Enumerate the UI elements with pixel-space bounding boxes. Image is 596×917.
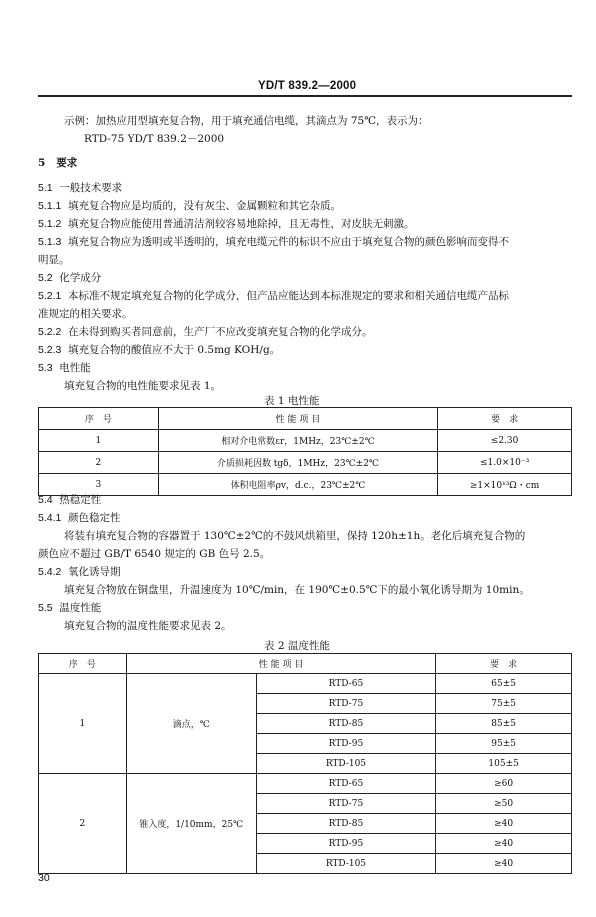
section-number: 5.4.1: [38, 512, 62, 524]
section-number: 5.2: [38, 272, 53, 284]
standard-header: YD/T 839.2—2000: [258, 80, 357, 92]
clause-5-2-1-continued: 准规定的相关要求。: [38, 308, 133, 320]
section-5-heading: [38, 156, 77, 170]
table-cell: RTD-95: [256, 834, 436, 854]
clause-text: 在未得到购买者同意前，生产厂不应改变填充复合物的化学成分。: [68, 326, 373, 338]
table-cell: RTD-75: [256, 794, 436, 814]
table-cell: 体积电阻率ρv，d.c.，23℃±2℃: [158, 474, 437, 496]
section-number: 5.3: [38, 362, 53, 374]
column-header: 要 求: [438, 408, 572, 430]
table-cell: ≥40: [436, 854, 572, 874]
table-cell: 95±5: [436, 734, 572, 754]
table-cell: RTD-65: [256, 674, 436, 694]
table-cell: 滴点，℃: [126, 674, 256, 774]
clause-text: 填充复合物应是均质的，没有灰尘、金属颗粒和其它杂质。: [68, 200, 342, 212]
table-cell: RTD-75: [256, 694, 436, 714]
table-header-row: [39, 654, 572, 674]
page-number: 30: [38, 872, 50, 884]
table-cell: RTD-85: [256, 714, 436, 734]
section-title: 颜色稳定性: [68, 512, 121, 524]
table-2: [38, 653, 572, 874]
table-cell: ≤2.30: [438, 430, 572, 452]
example-line-2: RTD-75 YD/T 839.2－2000: [84, 133, 225, 145]
column-header: 性 能 项 目: [158, 408, 437, 430]
table-cell: 2: [39, 452, 159, 474]
section-5-3-heading: [38, 361, 91, 375]
section-title: 要求: [56, 157, 78, 169]
table-1-caption: 表 1 电性能: [264, 395, 320, 407]
section-5-2-heading: [38, 271, 101, 285]
table-cell: ≥60: [436, 774, 572, 794]
header-rule: [38, 95, 572, 97]
section-title: 热稳定性: [59, 494, 102, 506]
table-cell: RTD-85: [256, 814, 436, 834]
table-cell: RTD-105: [256, 754, 436, 774]
section-title: 氧化诱导期: [68, 566, 121, 578]
section-title: 电性能: [59, 362, 91, 374]
section-number: 5.4.2: [38, 566, 62, 578]
table-cell: 2: [39, 774, 127, 874]
section-title: 一般技术要求: [59, 182, 123, 194]
section-number: 5.1: [38, 182, 53, 194]
table-cell: ≥50: [436, 794, 572, 814]
table-cell: 1: [39, 430, 159, 452]
section-5-3-text: 填充复合物的电性能要求见表 1。: [64, 380, 222, 392]
table-cell: 75±5: [436, 694, 572, 714]
clause-5-2-3: [38, 343, 280, 357]
clause-number: 5.2.2: [38, 326, 62, 338]
column-header: 要 求: [436, 654, 572, 674]
table-row: [39, 674, 572, 694]
table-row: [39, 474, 572, 496]
section-number: 5.5: [38, 602, 53, 614]
clause-text: 本标准不规定填充复合物的化学成分，但产品应能达到本标准规定的要求和相关通信电缆产品标: [68, 290, 510, 302]
section-5-4-2-heading: [38, 565, 121, 579]
clause-number: 5.1.1: [38, 200, 62, 212]
table-cell: 锥入度，1/10mm，25℃: [126, 774, 256, 874]
example-line-1: 示例：加热应用型填充复合物，用于填充通信电缆，其滴点为 75℃，表示为：: [64, 115, 429, 127]
table-cell: 65±5: [436, 674, 572, 694]
table-cell: 介质损耗因数 tgδ，1MHz，23℃±2℃: [158, 452, 437, 474]
table-cell: 相对介电常数εr，1MHz，23℃±2℃: [158, 430, 437, 452]
table-cell: RTD-95: [256, 734, 436, 754]
section-5-4-heading: [38, 493, 101, 507]
clause-5-4-1-continued: 颜色应不超过 GB/T 6540 规定的 GB 色号 2.5。: [38, 548, 271, 560]
column-header: 性 能 项 目: [126, 654, 435, 674]
section-5-4-1-heading: [38, 511, 121, 525]
table-cell: ≥1×10¹³Ω・cm: [438, 474, 572, 496]
column-header: 序 号: [39, 408, 159, 430]
table-cell: RTD-65: [256, 774, 436, 794]
section-5-1-heading: [38, 181, 122, 195]
section-5-5-heading: [38, 601, 101, 615]
section-5-5-text: 填充复合物的温度性能要求见表 2。: [64, 620, 232, 632]
clause-5-2-1: [38, 289, 509, 303]
table-cell: 85±5: [436, 714, 572, 734]
table-row: [39, 774, 572, 794]
section-number: 5: [38, 157, 46, 169]
clause-text: 填充复合物应能使用普通清洁剂较容易地除掉，且无毒性，对皮肤无刺激。: [68, 218, 415, 230]
clause-text: 填充复合物的酸值应不大于 0.5mg KOH/g。: [68, 344, 281, 356]
table-cell: 3: [39, 474, 159, 496]
table-1: [38, 407, 572, 496]
clause-5-4-1-text: 将装有填充复合物的容器置于 130℃±2℃的不鼓风烘箱里，保持 120h±1h。老化后填充复合物的: [64, 530, 526, 542]
table-cell: ≤1.0×10⁻³: [438, 452, 572, 474]
clause-5-1-2: [38, 217, 415, 231]
clause-text: 填充复合物应为透明或半透明的，填充电缆元件的标识不应由于填充复合物的颜色影响而变得不: [68, 236, 510, 248]
table-2-caption: 表 2 温度性能: [264, 640, 330, 652]
clause-number: 5.2.3: [38, 344, 62, 356]
clause-5-1-1: [38, 199, 341, 213]
section-title: 化学成分: [59, 272, 102, 284]
clause-5-2-2: [38, 325, 373, 339]
table-row: [39, 430, 572, 452]
table-cell: ≥40: [436, 814, 572, 834]
table-cell: 105±5: [436, 754, 572, 774]
clause-5-4-2-text: 填充复合物放在铜盘里，升温速度为 10℃/min，在 190℃±0.5℃下的最小氧化诱导期为 10min。: [64, 584, 530, 596]
clause-number: 5.2.1: [38, 290, 62, 302]
clause-5-1-3-continued: 明显。: [38, 254, 70, 266]
table-cell: ≥40: [436, 834, 572, 854]
clause-number: 5.1.2: [38, 218, 62, 230]
clause-number: 5.1.3: [38, 236, 62, 248]
table-header-row: [39, 408, 572, 430]
table-cell: RTD-105: [256, 854, 436, 874]
column-header: 序 号: [39, 654, 127, 674]
table-cell: 1: [39, 674, 127, 774]
clause-5-1-3: [38, 235, 509, 249]
section-title: 温度性能: [59, 602, 102, 614]
section-number: 5.4: [38, 494, 53, 506]
table-row: [39, 452, 572, 474]
